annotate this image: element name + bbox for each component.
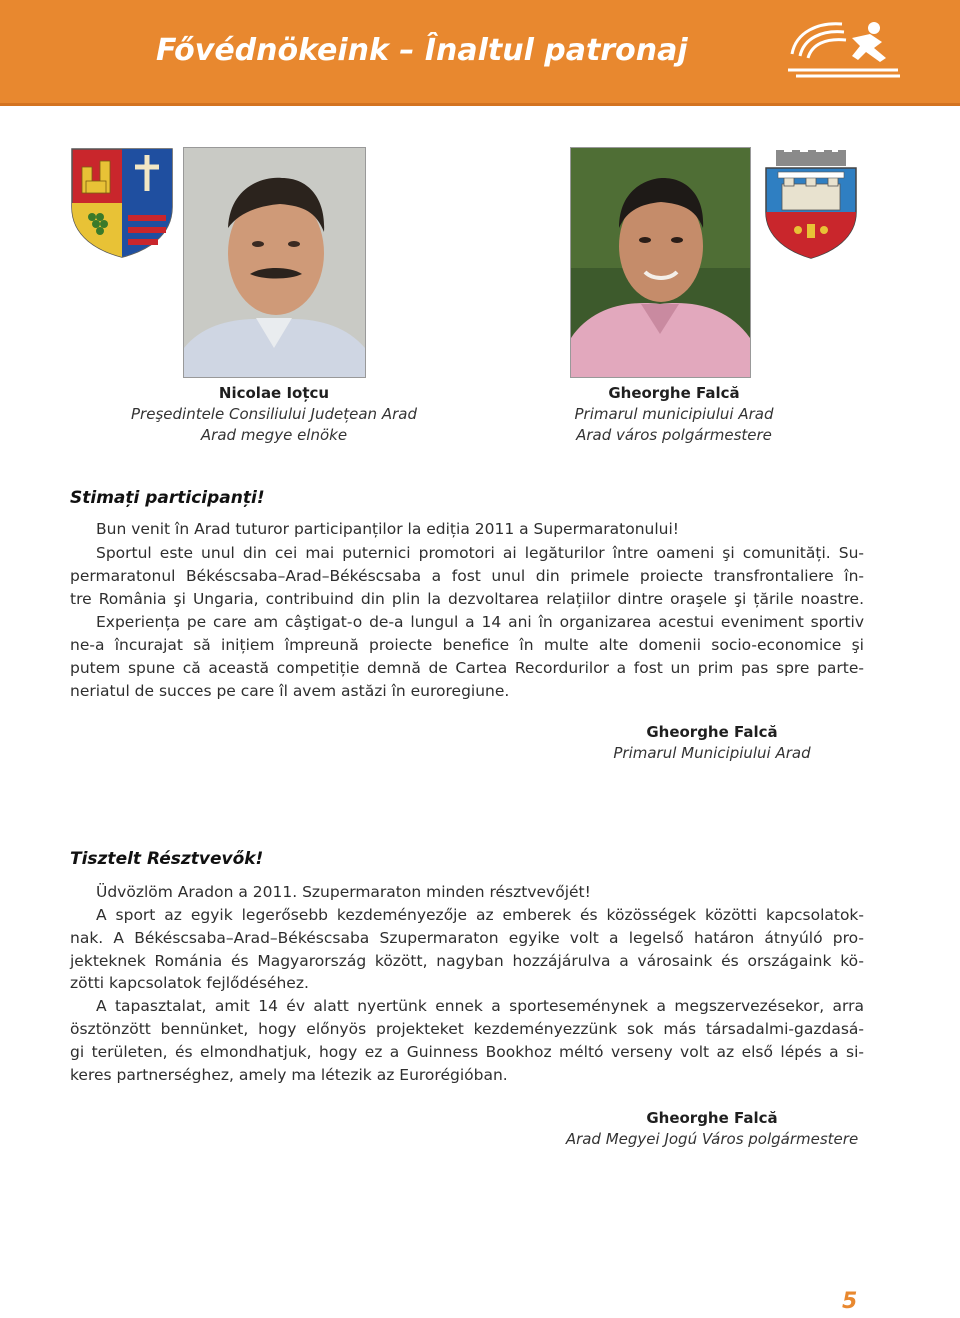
portrait-photo-right — [570, 147, 751, 378]
person-caption-left — [110, 383, 438, 446]
ro-signature — [592, 722, 832, 764]
hu-paragraph-line: keres partnerséghez, amely ma létezik az Eurorégióban. — [70, 1066, 508, 1084]
signature-name: Gheorghe Falcă — [646, 1109, 778, 1127]
arad-county-coat-of-arms-icon — [70, 147, 174, 259]
portrait-photo-left — [183, 147, 366, 378]
person-caption-right — [510, 383, 838, 446]
running-athlete-logo-icon — [782, 14, 904, 80]
ro-paragraph-line: putem spune că această competiție demnă de Cartea Recordurilor a fost un prim pas spre parte- — [70, 659, 864, 677]
hu-paragraph-line: Üdvözlöm Aradon a 2011. Szupermaraton minden résztvevőjét! — [96, 883, 591, 901]
ro-paragraph-line: Bun venit în Arad tuturor participanților la ediția 2011 a Supermaratonului! — [96, 520, 680, 538]
ro-paragraph-line: Sportul este unul din cei mai puternici promotori ai legăturilor între oameni şi comunități. Su- — [96, 544, 864, 562]
person-name: Nicolae Ioțcu — [218, 384, 330, 402]
signature-title: Primarul Municipiului Arad — [613, 744, 811, 762]
ro-paragraph-line: ne-a încurajat să inițiem împreună proiecte benefice în multe alte domenii socio-economice şi — [70, 636, 864, 654]
hu-paragraph-line: nak. A Békéscsaba–Arad–Békéscsaba Szupermaraton egyike volt a legelső határon átnyúló pro- — [70, 929, 864, 947]
hu-paragraph-line: zötti kapcsolatok fejlődéséhez. — [70, 974, 309, 992]
header-banner — [0, 0, 960, 106]
hu-paragraph-line: ösztönzött bennünket, hogy előnyös projekteket kezdeményezzünk sok más társadalmi-gazdasá- — [70, 1020, 864, 1038]
person-name: Gheorghe Falcă — [608, 384, 740, 402]
person-role-ro: Preşedintele Consiliului Județean Arad — [131, 405, 417, 423]
hu-signature — [552, 1108, 872, 1150]
ro-greeting-heading: Stimați participanți! — [70, 488, 265, 508]
hu-paragraph-line: jekteknek Románia és Magyarország között, nagyban hozzájárulva a városaink és országaink kö- — [70, 952, 864, 970]
hu-paragraph-line: A sport az egyik legerősebb kezdeményezője az emberek és közösségek közötti kapcsolatok- — [96, 906, 864, 924]
ro-paragraph-line: neriatul de succes pe care îl avem astăzi în euroregiune. — [70, 682, 510, 700]
signature-name: Gheorghe Falcă — [646, 723, 778, 741]
signature-title: Arad Megyei Jogú Város polgármestere — [565, 1130, 859, 1148]
page-title: Fővédnökeink – Înaltul patronaj — [156, 33, 688, 68]
ro-paragraph-line: permaratonul Békéscsaba–Arad–Békéscsaba a fost unul din primele proiecte transfrontaliere în- — [70, 567, 864, 585]
person-role-hu: Arad megye elnöke — [200, 426, 348, 444]
hu-paragraph-line: A tapasztalat, amit 14 év alatt nyertünk ennek a sporteseménynek a megszervezésekor, arra — [96, 997, 864, 1015]
ro-paragraph-line: Experiența pe care am câştigat-o de-a lungul a 14 ani în organizarea acestui eveniment sportiv — [96, 613, 864, 631]
hu-greeting-heading: Tisztelt Résztvevők! — [70, 849, 264, 869]
hu-paragraph-line: gi területen, és elmondhatjuk, hogy ez a Guinness Bookhoz méltó verseny volt az első lépés a si- — [70, 1043, 864, 1061]
person-role-ro: Primarul municipiului Arad — [574, 405, 774, 423]
page-number: 5 — [842, 1289, 858, 1314]
person-role-hu: Arad város polgármestere — [576, 426, 772, 444]
arad-city-coat-of-arms-icon — [760, 150, 862, 260]
ro-paragraph-line: tre România şi Ungaria, contribuind din plin la dezvoltarea relațiilor dintre oraşele şi țările noastre. — [70, 590, 864, 608]
